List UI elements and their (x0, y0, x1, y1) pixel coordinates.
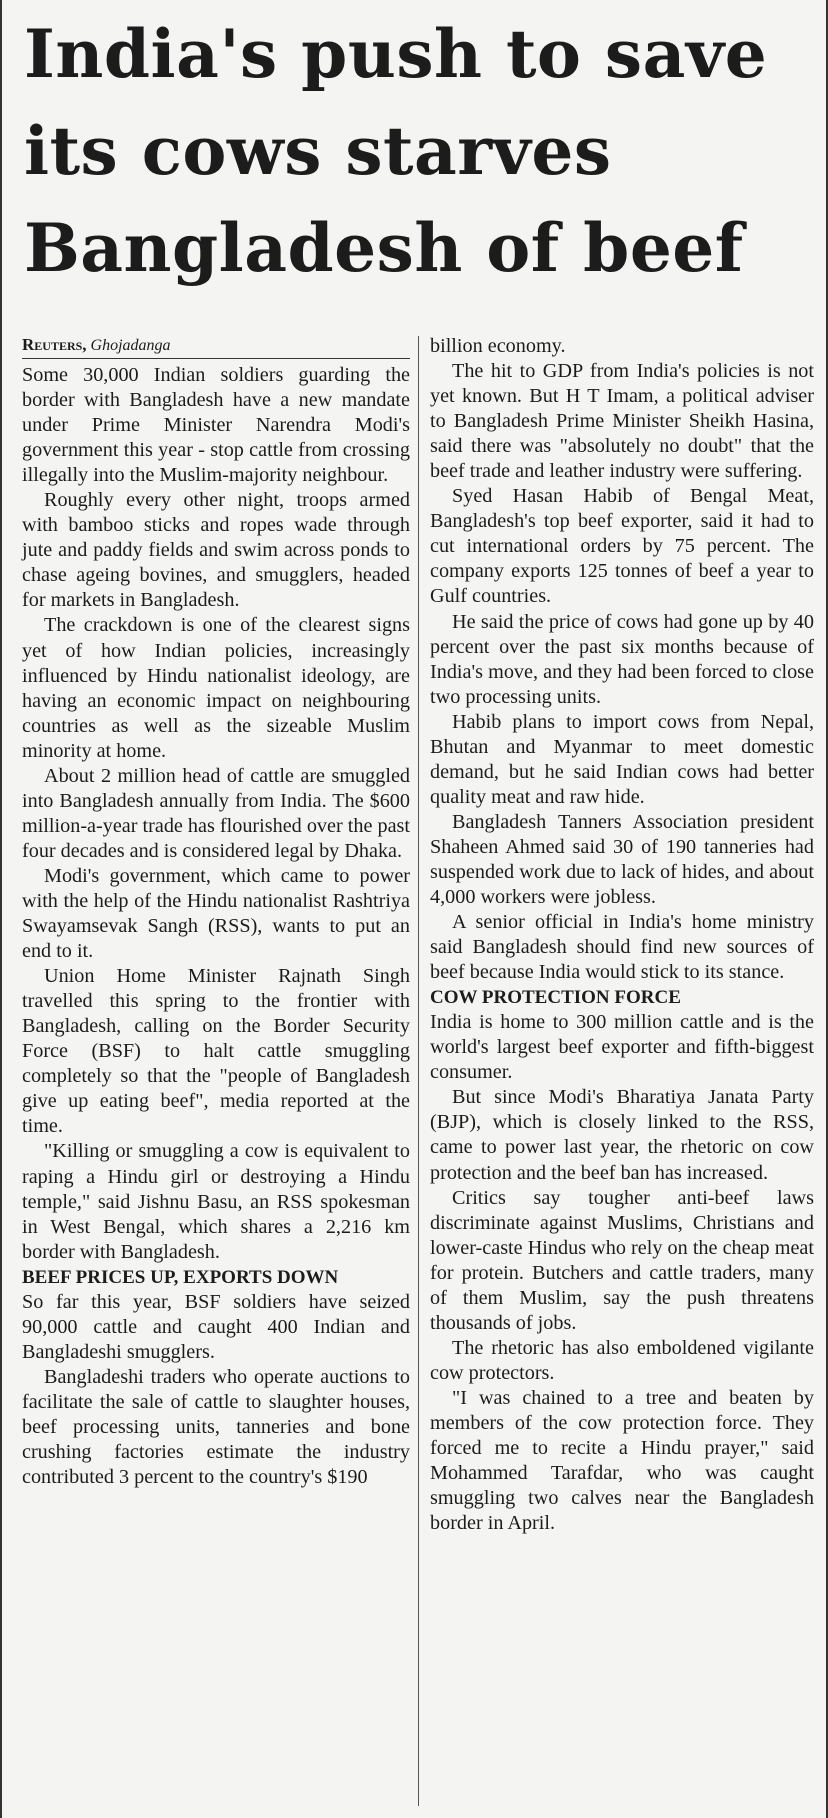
paragraph: billion economy. (430, 335, 566, 357)
paragraph: Union Home Minister Rajnath Singh travelled this spring to the frontier with Bangladesh, calling on the Border Security Force (BSF) to halt cattle smuggling completely so that the "people of Bangladesh give up eating beef", media reported at the time. (22, 965, 410, 1138)
paragraph: Critics say tougher anti-beef laws discriminate against Muslims, Christians and lower-caste Hindus who rely on the cheap meat for protein. Butchers and cattle traders, many of them Muslim, say the push threatens thousands of jobs. (430, 1186, 814, 1334)
paragraph: Bangladesh Tanners Association president Shaheen Ahmed said 30 of 190 tanneries had suspended work due to lack of hides, and about 4,000 workers were jobless. (430, 810, 814, 909)
paragraph: The rhetoric has also emboldened vigilante cow protectors. (430, 1336, 814, 1384)
paragraph: So far this year, BSF soldiers have seized 90,000 cattle and caught 400 Indian and Bangladeshi smugglers. (22, 1290, 410, 1363)
paragraph: "I was chained to a tree and beaten by members of the cow protection force. They forced me to recite a Hindu prayer," said Mohammed Tarafdar, who was caught smuggling two calves near the Bangladesh border in April. (430, 1386, 814, 1535)
byline-place: Ghojadanga (90, 337, 171, 354)
paragraph: Bangladeshi traders who operate auctions to facilitate the sale of cattle to slaughter houses, beef processing units, tanneries and bone crushing factories estimate the industry contributed 3 percent to the country's $190 (22, 1365, 410, 1489)
paragraph: Habib plans to import cows from Nepal, Bhutan and Myanmar to meet domestic demand, but he said Indian cows had better quality meat and raw hide. (430, 710, 814, 808)
headline-line: its cows starves (24, 112, 612, 190)
subhead-cow-protection: COW PROTECTION FORCE (430, 987, 681, 1009)
right-column (430, 334, 814, 1536)
paragraph: India is home to 300 million cattle and is the world's largest beef exporter and fifth-biggest consumer. (430, 1011, 814, 1084)
byline (22, 334, 410, 359)
paragraph: But since Modi's Bharatiya Janata Party (BJP), which is closely linked to the RSS, came to power last year, the rhetoric on cow protection and the beef ban has increased. (430, 1086, 814, 1184)
paragraph: "Killing or smuggling a cow is equivalent to raping a Hindu girl or destroying a Hindu temple," said Jishnu Basu, an RSS spokesman in West Bengal, which shares a 2,216 km border with Bangladesh. (22, 1140, 410, 1263)
headline (24, 6, 814, 297)
headline-line: Bangladesh of beef (24, 209, 744, 287)
column-divider (418, 336, 419, 1806)
paragraph: Syed Hasan Habib of Bengal Meat, Bangladesh's top beef exporter, said it had to cut international orders by 75 percent. The company exports 125 tonnes of beef a year to Gulf countries. (430, 485, 814, 608)
left-column (22, 334, 410, 1490)
byline-agency: Reuters, (22, 335, 87, 354)
paragraph: Roughly every other night, troops armed with bamboo sticks and ropes wade through jute and paddy fields and swim across ponds to chase ageing bovines, and smugglers, headed for markets in Bangladesh. (22, 489, 410, 612)
paragraph: Some 30,000 Indian soldiers guarding the border with Bangladesh have a new mandate under Prime Minister Narendra Modi's government this year - stop cattle from crossing illegally into the Muslim-majority neighbour. (22, 364, 410, 487)
paragraph: About 2 million head of cattle are smuggled into Bangladesh annually from India. The $600 million-a-year trade has flourished over the past four decades and is considered legal by Dhaka. (22, 764, 410, 862)
paragraph: A senior official in India's home ministry said Bangladesh should find new sources of beef because India would stick to its stance. (430, 911, 814, 984)
paragraph: Modi's government, which came to power with the help of the Hindu nationalist Rashtriya Swayamsevak Sangh (RSS), wants to put an end to it. (22, 864, 410, 963)
subhead-beef-prices: BEEF PRICES UP, EXPORTS DOWN (22, 1266, 339, 1288)
headline-line: India's push to save (24, 15, 768, 93)
paragraph: He said the price of cows had gone up by 40 percent over the past six months because of India's move, and they had been forced to close two processing units. (430, 610, 814, 708)
paragraph: The hit to GDP from India's policies is not yet known. But H T Imam, a political adviser to Bangladesh Prime Minister Sheikh Hasina, said there was "absolutely no doubt" that the beef trade and leather industry were suffering. (430, 360, 814, 483)
paragraph: The crackdown is one of the clearest signs yet of how Indian policies, increasingly influenced by Hindu nationalist ideology, are having an economic impact on neighbouring countries as well as the sizeable Muslim minority at home. (22, 614, 410, 762)
